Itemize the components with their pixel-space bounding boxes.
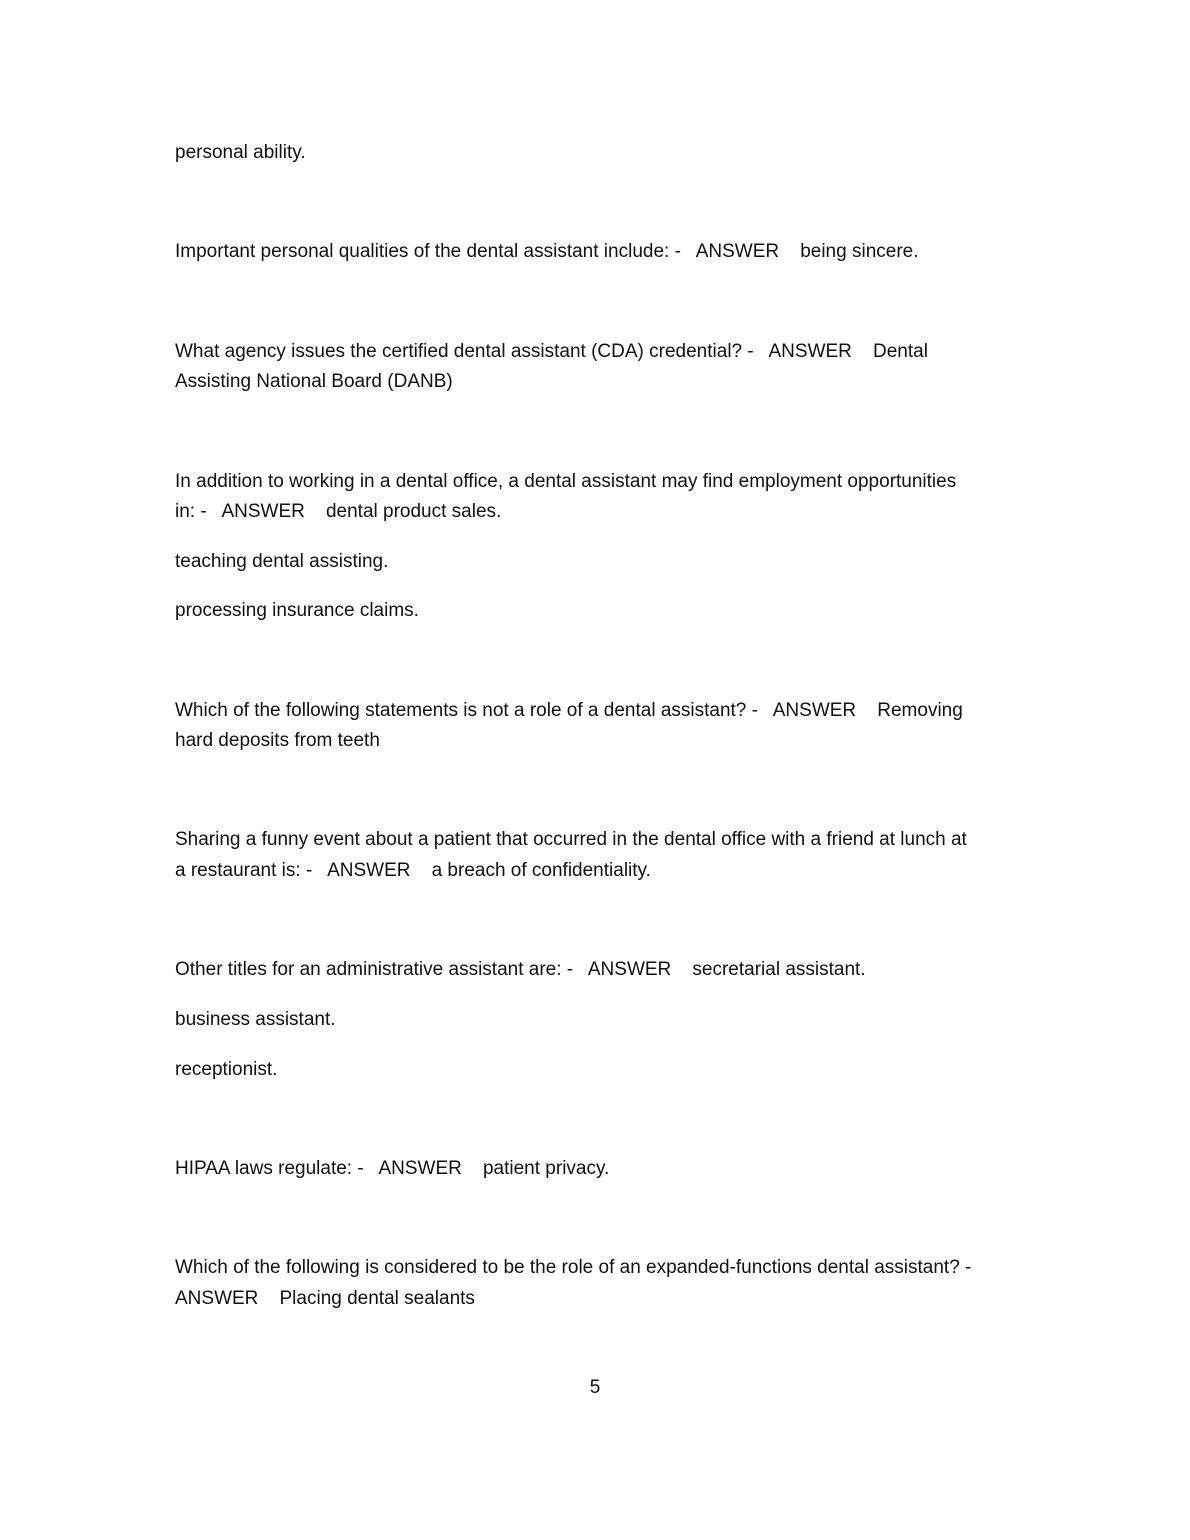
question-line: Other titles for an administrative assistant are: - ANSWER secretarial assistant. xyxy=(175,959,866,980)
question-line: What agency issues the certified dental assistant (CDA) credential? - ANSWER Dental xyxy=(175,341,928,362)
answer-line: processing insurance claims. xyxy=(175,600,419,621)
answer-line: in: - ANSWER dental product sales. xyxy=(175,501,502,522)
question-line: Which of the following statements is not a role of a dental assistant? - ANSWER Removing xyxy=(175,700,963,721)
answer-line: teaching dental assisting. xyxy=(175,551,389,572)
text-line: personal ability. xyxy=(175,142,306,163)
question-line: In addition to working in a dental office, a dental assistant may find employment opportunities xyxy=(175,471,957,492)
answer-line: ANSWER Placing dental sealants xyxy=(175,1288,475,1309)
question-line: Important personal qualities of the dental assistant include: - ANSWER being sincere. xyxy=(175,241,919,262)
page-number: 5 xyxy=(589,1377,601,1398)
question-line: HIPAA laws regulate: - ANSWER patient privacy. xyxy=(175,1158,610,1179)
answer-line: receptionist. xyxy=(175,1059,278,1080)
answer-line: business assistant. xyxy=(175,1009,336,1030)
answer-line: hard deposits from teeth xyxy=(175,730,380,751)
question-line: Sharing a funny event about a patient that occurred in the dental office with a friend at lunch at xyxy=(175,829,967,850)
answer-line: a restaurant is: - ANSWER a breach of confidentiality. xyxy=(175,860,651,881)
answer-line: Assisting National Board (DANB) xyxy=(175,371,453,392)
question-line: Which of the following is considered to be the role of an expanded-functions dental assistant? - xyxy=(175,1257,972,1278)
